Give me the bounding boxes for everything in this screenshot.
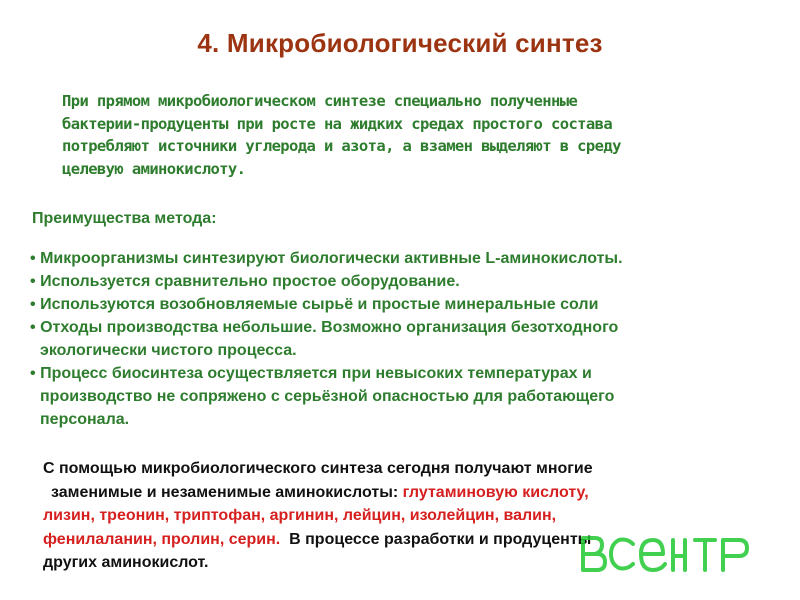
- list-item-continuation: экологически чистого процесса.: [40, 342, 297, 359]
- slide-title: 4. Микробиологический синтез: [197, 28, 603, 58]
- intro-line: целевую аминокислоту.: [62, 159, 246, 178]
- list-item-text: Используются возобновляемые сырьё и простые минеральные соли: [40, 296, 599, 313]
- list-item: [30, 362, 780, 385]
- amino-acid-list: глутаминовую кислоту,: [402, 483, 589, 501]
- list-item-continuation: персонала.: [40, 411, 130, 428]
- advantages-heading: Преимущества метода:: [32, 210, 217, 227]
- advantages-list: [30, 247, 780, 431]
- bullet-icon: •: [30, 365, 36, 382]
- list-item: [30, 247, 780, 270]
- list-item: [30, 270, 780, 293]
- bullet-icon: •: [30, 250, 36, 267]
- amino-acid-list: фенилаланин, пролин, серин.: [43, 530, 281, 548]
- intro-line: При прямом микробиологическом синтезе специально полученные: [62, 92, 578, 110]
- list-item: [30, 293, 780, 316]
- bullet-icon: •: [30, 319, 36, 336]
- amino-acid-list: лизин, треонин, триптофан, аргинин, лейцин, изолейцин, валин,: [43, 507, 557, 524]
- watermark-logo-icon: [575, 530, 765, 576]
- list-item-text: Используется сравнительно простое оборудование.: [40, 273, 460, 290]
- list-item-text: Отходы производства небольшие. Возможно организация безотходного: [40, 319, 619, 336]
- list-item-continuation: производство не сопряжено с серьёзной опасностью для работающего: [40, 388, 615, 405]
- list-item-text: Микроорганизмы синтезируют биологически активные L-аминокислоты.: [40, 250, 623, 267]
- outro-text: В процессе разработки и продуценты: [280, 530, 592, 548]
- bullet-icon: •: [30, 296, 36, 313]
- intro-line: бактерии-продуценты при росте на жидких средах простого состава: [62, 114, 613, 133]
- intro-paragraph: [62, 90, 762, 180]
- outro-text: заменимые и незаменимые аминокислоты:: [51, 483, 403, 501]
- outro-line: С помощью микробиологического синтеза сегодня получают многие: [43, 460, 593, 477]
- bullet-icon: •: [30, 273, 36, 290]
- list-item-text: Процесс биосинтеза осуществляется при невысоких температурах и: [40, 365, 592, 382]
- outro-line: [43, 481, 743, 505]
- outro-line: других аминокислот.: [43, 554, 209, 571]
- intro-line: потребляют источники углерода и азота, а взамен выделяют в среду: [62, 137, 621, 155]
- list-item: [30, 316, 780, 339]
